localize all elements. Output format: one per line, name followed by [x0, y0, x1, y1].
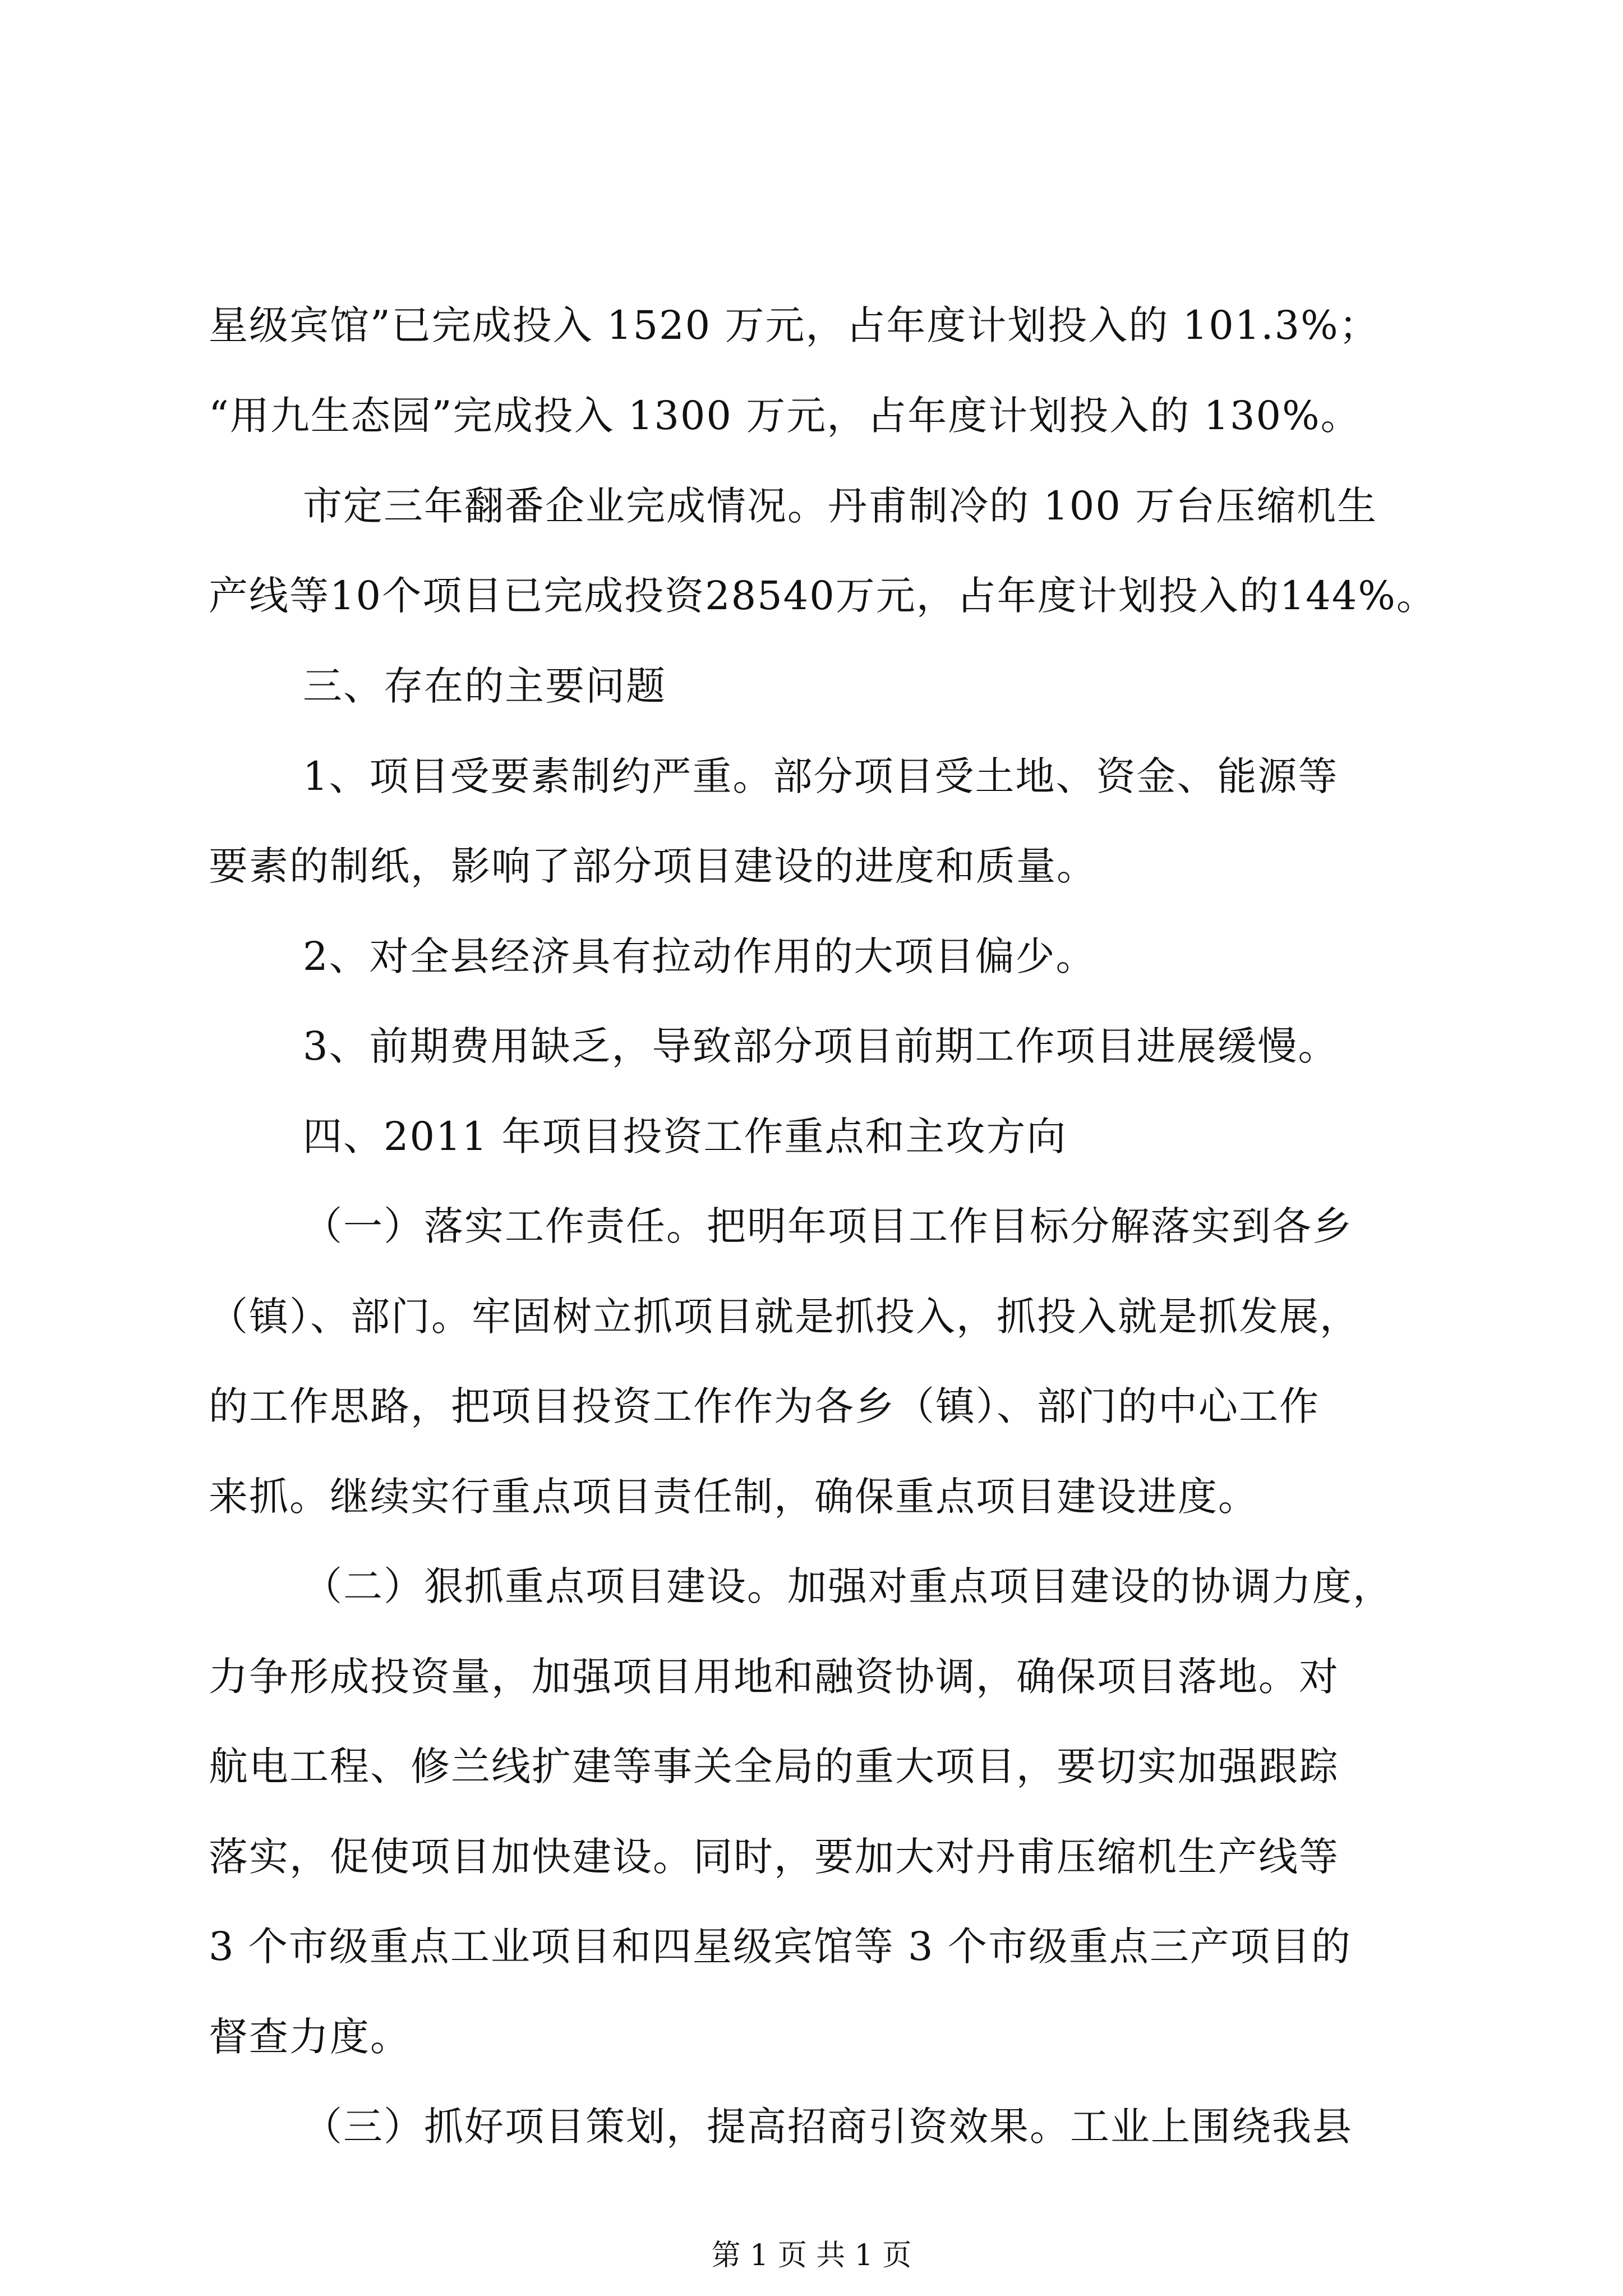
paragraph-start-line: 2、对全县经济具有拉动作用的大项目偏少。	[303, 933, 1096, 979]
text-line: 要素的制纸，影响了部分项目建设的进度和质量。	[209, 843, 1097, 889]
text-line: 航电工程、修兰线扩建等事关全局的重大项目，要切实加强跟踪	[209, 1743, 1339, 1789]
text-line: 来抓。继续实行重点项目责任制，确保重点项目建设进度。	[209, 1474, 1258, 1520]
text-line: 督查力度。	[209, 2014, 411, 2060]
text-line: 的工作思路，把项目投资工作作为各乡（镇）、部门的中心工作	[209, 1383, 1320, 1429]
paragraph-start-line: 1、项目受要素制约严重。部分项目受土地、资金、能源等	[303, 753, 1339, 799]
section-heading: 四、2011 年项目投资工作重点和主攻方向	[303, 1114, 1067, 1159]
page-footer: 第 1 页 共 1 页	[711, 2239, 912, 2272]
text-line: “用九生态园”完成投入 1300 万元，占年度计划投入的 130%。	[209, 393, 1361, 439]
paragraph-start-line: （一）落实工作责任。把明年项目工作目标分解落实到各乡	[303, 1203, 1353, 1249]
section-heading: 三、存在的主要问题	[303, 663, 666, 709]
text-line: 3 个市级重点工业项目和四星级宾馆等 3 个市级重点三产项目的	[209, 1924, 1352, 1970]
text-line: 落实，促使项目加快建设。同时，要加大对丹甫压缩机生产线等	[209, 1834, 1339, 1880]
paragraph-start-line: 市定三年翻番企业完成情况。丹甫制冷的 100 万台压缩机生	[303, 483, 1378, 529]
text-line: 星级宾馆”已完成投入 1520 万元，占年度计划投入的 101.3%；	[209, 302, 1380, 348]
text-line: （镇）、部门。牢固树立抓项目就是抓投入，抓投入就是抓发展，	[209, 1294, 1360, 1340]
paragraph-start-line: （二）狠抓重点项目建设。加强对重点项目建设的协调力度，	[303, 1563, 1393, 1609]
paragraph-start-line: 3、前期费用缺乏，导致部分项目前期工作项目进展缓慢。	[303, 1023, 1339, 1069]
text-line: 力争形成投资量，加强项目用地和融资协调，确保项目落地。对	[209, 1654, 1339, 1700]
paragraph-start-line: （三）抓好项目策划，提高招商引资效果。工业上围绕我县	[303, 2104, 1353, 2150]
text-line: 产线等10个项目已完成投资28540万元，占年度计划投入的144%。	[209, 573, 1437, 619]
